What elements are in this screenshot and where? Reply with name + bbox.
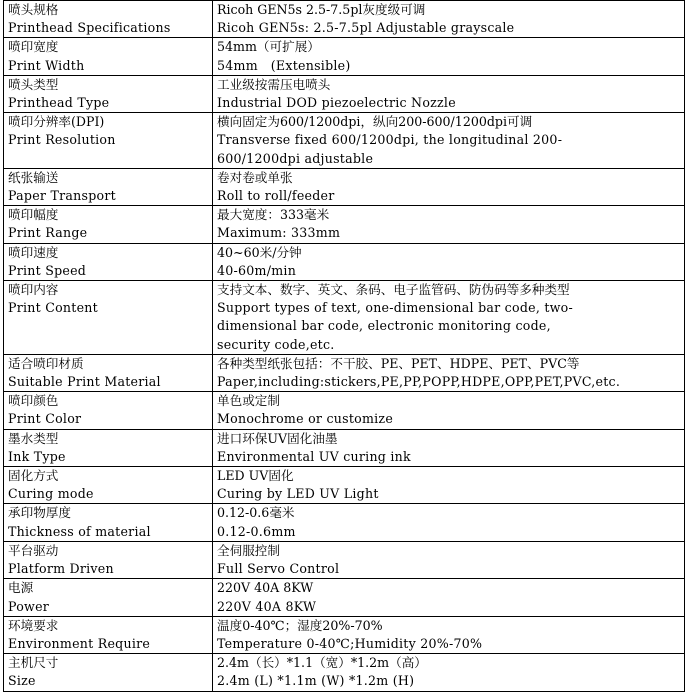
spec-value-cell — [213, 504, 685, 541]
spec-row — [4, 504, 685, 541]
spec-value-cell — [213, 168, 685, 205]
spec-label-zh: 喷印分辨率(DPI) — [8, 114, 105, 130]
spec-row — [4, 243, 685, 280]
spec-value-line: dimensional bar code, electronic monitoring code, — [217, 318, 551, 334]
spec-row — [4, 113, 685, 169]
spec-label-en: Size — [8, 673, 36, 689]
spec-value-line: 40-60m/min — [217, 262, 297, 278]
spec-value-line: 2.4m（长）*1.1（宽）*1.2m（高） — [217, 655, 427, 671]
spec-row — [4, 579, 685, 616]
spec-label-zh: 纸张输送 — [8, 169, 59, 185]
spec-value-line: 40~60米/分钟 — [217, 244, 302, 260]
spec-value-line: 600/1200dpi adjustable — [217, 150, 374, 166]
spec-label-cell — [4, 392, 213, 429]
spec-value-line: 工业级按需压电喷头 — [217, 76, 331, 92]
spec-label-en: Printhead Specifications — [8, 20, 171, 36]
spec-label-zh: 固化方式 — [8, 468, 59, 484]
spec-label-cell — [4, 113, 213, 169]
spec-label-en: Platform Driven — [8, 561, 114, 577]
spec-label-en: Print Speed — [8, 262, 87, 278]
spec-value-line: 0.12-0.6毫米 — [217, 505, 295, 521]
spec-value-cell — [213, 654, 685, 691]
spec-value-line: 最大宽度：333毫米 — [217, 207, 330, 223]
spec-value-cell — [213, 354, 685, 391]
spec-row — [4, 354, 685, 391]
spec-label-zh: 喷印宽度 — [8, 39, 59, 55]
spec-row — [4, 392, 685, 429]
spec-label-en: Print Range — [8, 225, 88, 241]
spec-value-line: Monochrome or customize — [217, 411, 394, 427]
spec-value-line: 进口环保UV固化油墨 — [217, 430, 338, 446]
spec-label-zh: 电源 — [8, 580, 34, 596]
spec-table — [3, 0, 685, 692]
spec-label-zh: 喷印内容 — [8, 282, 59, 298]
spec-label-cell — [4, 579, 213, 616]
spec-label-en: Suitable Print Material — [8, 374, 161, 390]
spec-label-cell — [4, 168, 213, 205]
spec-value-line: 温度0-40℃；湿度20%-70% — [217, 617, 383, 633]
spec-label-zh: 承印物厚度 — [8, 505, 71, 521]
spec-row — [4, 168, 685, 205]
spec-label-en: Ink Type — [8, 448, 66, 464]
spec-label-cell — [4, 504, 213, 541]
spec-label-zh: 主机尺寸 — [8, 655, 59, 671]
spec-value-line: 54mm（可扩展） — [217, 39, 320, 55]
spec-value-line: Support types of text, one-dimensional bar code, two- — [217, 300, 574, 316]
spec-value-line: 220V 40A 8KW — [217, 580, 314, 596]
spec-row — [4, 429, 685, 466]
spec-value-line: Environmental UV curing ink — [217, 448, 411, 464]
spec-label-en: Printhead Type — [8, 95, 110, 111]
spec-value-line: Full Servo Control — [217, 561, 340, 577]
spec-label-cell — [4, 75, 213, 112]
spec-value-line: Ricoh GEN5s: 2.5-7.5pl Adjustable grayscale — [217, 20, 515, 36]
spec-label-cell — [4, 38, 213, 75]
spec-row — [4, 38, 685, 75]
spec-label-en: Power — [8, 598, 50, 614]
spec-row — [4, 654, 685, 691]
spec-value-cell — [213, 579, 685, 616]
spec-label-en: Print Resolution — [8, 132, 116, 148]
spec-label-en: Print Color — [8, 411, 82, 427]
spec-label-en: Thickness of material — [8, 523, 151, 539]
spec-value-line: 全伺服控制 — [217, 542, 280, 558]
spec-label-cell — [4, 1, 213, 38]
spec-row — [4, 467, 685, 504]
spec-value-cell — [213, 281, 685, 355]
spec-label-en: Print Width — [8, 57, 85, 73]
spec-value-line: Temperature 0-40℃;Humidity 20%-70% — [217, 635, 483, 651]
spec-label-zh: 喷头规格 — [8, 2, 59, 17]
spec-label-zh: 平台驱动 — [8, 542, 59, 558]
spec-label-en: Paper Transport — [8, 188, 116, 204]
spec-value-line: 卷对卷或单张 — [217, 169, 293, 185]
spec-row — [4, 1, 685, 38]
spec-label-zh: 环境要求 — [8, 617, 59, 633]
spec-value-line: Ricoh GEN5s 2.5-7.5pl灰度级可调 — [217, 2, 426, 17]
spec-label-en: Curing mode — [8, 486, 94, 502]
spec-value-line: 各种类型纸张包括：不干胶、PE、PET、HDPE、PET、PVC等 — [217, 355, 580, 371]
spec-label-zh: 喷印颜色 — [8, 393, 59, 409]
spec-value-cell — [213, 1, 685, 38]
spec-label-cell — [4, 654, 213, 691]
spec-label-cell — [4, 354, 213, 391]
spec-label-en: Print Content — [8, 300, 98, 316]
spec-label-zh: 喷头类型 — [8, 76, 59, 92]
spec-label-zh: 适合喷印材质 — [8, 355, 84, 371]
spec-value-cell — [213, 541, 685, 578]
spec-value-cell — [213, 243, 685, 280]
spec-value-line: security code,etc. — [217, 336, 335, 352]
spec-value-line: 2.4m (L) *1.1m (W) *1.2m (H) — [217, 673, 415, 689]
spec-value-cell — [213, 429, 685, 466]
spec-value-line: LED UV固化 — [217, 468, 294, 484]
spec-row — [4, 206, 685, 243]
spec-label-zh: 喷印速度 — [8, 244, 59, 260]
spec-row — [4, 541, 685, 578]
spec-label-cell — [4, 616, 213, 653]
spec-label-cell — [4, 429, 213, 466]
spec-value-cell — [213, 206, 685, 243]
spec-value-line: 220V 40A 8KW — [217, 598, 317, 614]
spec-value-cell — [213, 38, 685, 75]
spec-label-en: Environment Require — [8, 635, 151, 651]
spec-label-zh: 墨水类型 — [8, 430, 59, 446]
spec-value-cell — [213, 467, 685, 504]
spec-value-line: 54mm (Extensible) — [217, 57, 351, 73]
spec-label-cell — [4, 281, 213, 355]
spec-label-zh: 喷印幅度 — [8, 207, 59, 223]
spec-value-line: Maximum: 333mm — [217, 225, 341, 241]
spec-label-cell — [4, 467, 213, 504]
spec-value-cell — [213, 616, 685, 653]
spec-row — [4, 75, 685, 112]
spec-value-line: Paper,including:stickers,PE,PP,POPP,HDPE,OPP,PET,PVC,etc. — [217, 374, 621, 390]
spec-value-line: 支持文本、数字、英文、条码、电子监管码、防伪码等多种类型 — [217, 282, 570, 298]
spec-value-line: 横向固定为600/1200dpi，纵向200-600/1200dpi可调 — [217, 114, 533, 130]
spec-label-cell — [4, 243, 213, 280]
spec-label-cell — [4, 541, 213, 578]
spec-value-line: 单色或定制 — [217, 393, 280, 409]
spec-value-line: Transverse fixed 600/1200dpi, the longitudinal 200- — [217, 132, 563, 148]
spec-table-body — [4, 1, 685, 692]
spec-value-line: Roll to roll/feeder — [217, 188, 335, 204]
spec-row — [4, 616, 685, 653]
spec-label-cell — [4, 206, 213, 243]
spec-value-line: 0.12-0.6mm — [217, 523, 296, 539]
spec-value-line: Industrial DOD piezoelectric Nozzle — [217, 95, 456, 111]
spec-value-cell — [213, 113, 685, 169]
spec-value-line: Curing by LED UV Light — [217, 486, 379, 502]
spec-value-cell — [213, 75, 685, 112]
spec-row — [4, 281, 685, 355]
spec-value-cell — [213, 392, 685, 429]
